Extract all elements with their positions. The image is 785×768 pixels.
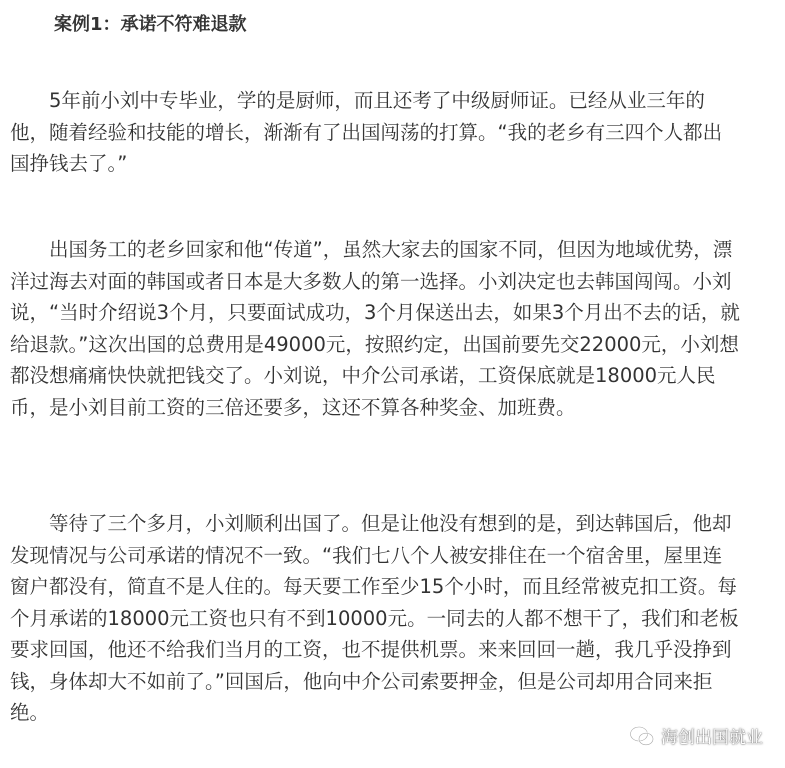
paragraph-line: 发现情况与公司承诺的情况不一致。“我们七八个人被安排住在一个宿舍里，屋里连 bbox=[10, 543, 723, 567]
paragraph-line: 都没想痛痛快快就把钱交了。小刘说，中介公司承诺，工资保底就是18000元人民 bbox=[10, 364, 716, 387]
paragraph-line: 洋过海去对面的韩国或者日本是大多数人的第一选择。小刘决定也去韩国闯闯。小刘 bbox=[10, 269, 732, 293]
paragraph-line: 给退款。”这次出国的总费用是49000元，按照约定，出国前要先交22000元，小刘想 bbox=[10, 332, 739, 356]
paragraph-line: 绝。 bbox=[10, 701, 50, 724]
paragraph-line: 说，“当时介绍说3个月，只要面试成功，3个月保送出去，如果3个月出不去的话，就 bbox=[10, 301, 740, 324]
paragraph-line: 窗户都没有，简直不是人住的。每天要工作至少15个小时，而且经常被克扣工资。每 bbox=[10, 575, 737, 598]
watermark-text: 海创出国就业 bbox=[661, 728, 763, 748]
paragraph-line: 他，随着经验和技能的增长，渐渐有了出国闯荡的打算。“我的老乡有三四个人都出 bbox=[10, 120, 723, 144]
paragraph-line: 等待了三个多月，小刘顺利出国了。但是让他没有想到的是，到达韩国后，他却 bbox=[10, 512, 732, 535]
case-title: 案例1：承诺不符难退款 bbox=[54, 14, 247, 35]
paragraph-line: 个月承诺的18000元工资也只有不到10000元。一同去的人都不想干了，我们和老板 bbox=[10, 606, 739, 630]
paragraph-line: 5年前小刘中专毕业，学的是厨师，而且还考了中级厨师证。已经从业三年的 bbox=[10, 89, 705, 112]
paragraph-line: 出国务工的老乡回家和他“传道”，虽然大家去的国家不同，但因为地域优势，漂 bbox=[10, 238, 733, 261]
paragraph-2 bbox=[10, 234, 772, 423]
paragraph-3 bbox=[10, 508, 772, 729]
paragraph-line: 国挣钱去了。” bbox=[10, 152, 128, 175]
paragraph-1 bbox=[10, 85, 772, 180]
wechat-icon bbox=[629, 725, 655, 747]
paragraph-line: 币，是小刘目前工资的三倍还要多，这还不算各种奖金、加班费。 bbox=[10, 395, 576, 419]
paragraph-line: 钱，身体却大不如前了。”回国后，他向中介公司索要押金，但是公司却用合同来拒 bbox=[10, 669, 713, 693]
watermark bbox=[629, 723, 763, 748]
paragraph-line: 要求回国，他还不给我们当月的工资，也不提供机票。来来回回一趟，我几乎没挣到 bbox=[10, 638, 732, 661]
